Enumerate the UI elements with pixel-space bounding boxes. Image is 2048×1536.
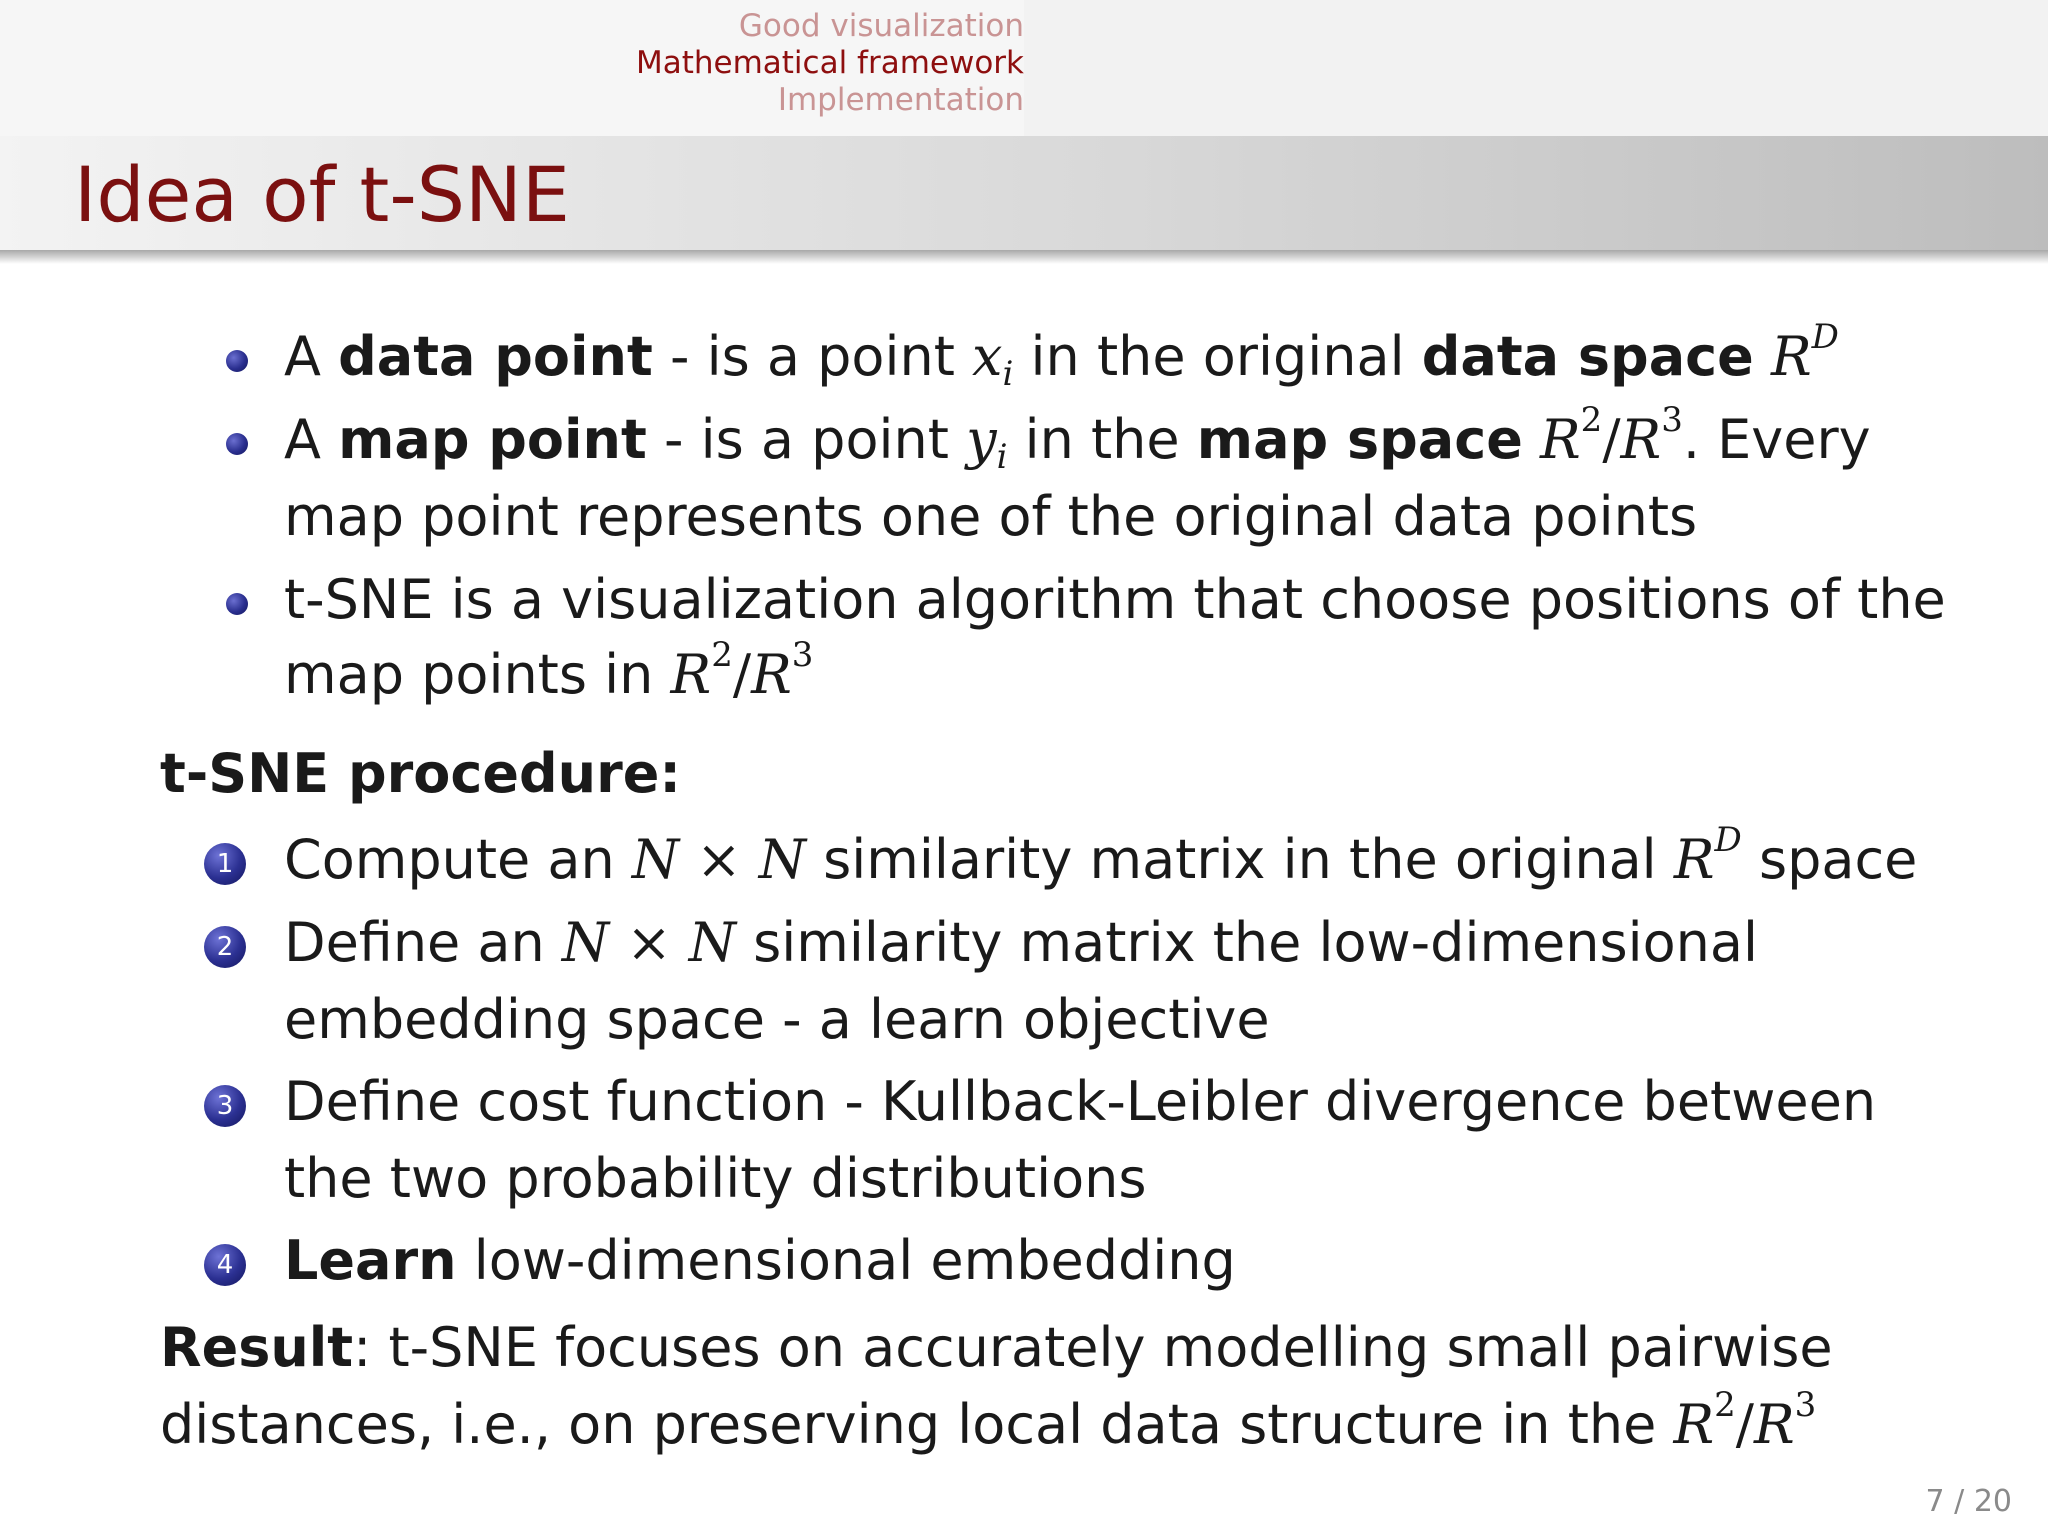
bullet-marker: [226, 350, 248, 372]
page-title: Idea of t-SNE: [74, 150, 570, 239]
math-R: R: [1620, 408, 1662, 471]
math-x: x: [972, 325, 1003, 388]
math-N: N: [631, 828, 680, 891]
procedure-item-2-line2: embedding space - a learn objective: [284, 988, 1270, 1051]
text: : t-SNE focuses on accurately modelling small pairwise: [353, 1316, 1833, 1379]
term-data-space: data space: [1421, 325, 1754, 388]
term-learn: Learn: [284, 1229, 457, 1292]
page-number: 7 / 20: [1925, 1484, 2012, 1519]
nav-item-good-visualization[interactable]: Good visualization: [738, 8, 1024, 44]
term-map-point: map point: [338, 408, 647, 471]
bullet-marker: [226, 433, 248, 455]
bullet-tsne-line1: t-SNE is a visualization algorithm that choose positions of the: [284, 568, 1946, 631]
text: . Every: [1682, 408, 1871, 471]
math-superscript: 3: [791, 635, 814, 675]
enum-marker-2: 2: [204, 926, 246, 968]
text: A: [284, 408, 339, 471]
bullet-tsne-line2: [284, 635, 814, 707]
math-superscript: 3: [1661, 400, 1683, 440]
math-times: ×: [679, 828, 759, 891]
procedure-item-2: [284, 911, 1758, 975]
text: similarity matrix in the original: [805, 828, 1674, 891]
math-slash: /: [732, 643, 752, 706]
math-superscript: 2: [1714, 1385, 1736, 1425]
text: in the original: [1013, 325, 1422, 388]
bullet-data-point: [284, 317, 1839, 394]
math-N: N: [758, 828, 806, 891]
math-superscript: D: [1811, 317, 1839, 357]
text: Compute an: [284, 828, 632, 891]
math-R: R: [1754, 1393, 1795, 1456]
enum-marker-3: 3: [204, 1085, 246, 1127]
procedure-item-1: [284, 820, 1918, 892]
text: [1523, 408, 1540, 471]
math-subscript: i: [996, 437, 1008, 477]
text: distances, i.e., on preserving local data structure in the: [160, 1393, 1674, 1456]
title-bar-shadow: [0, 250, 2048, 264]
math-R: R: [1673, 1393, 1715, 1456]
text: Define an: [284, 911, 562, 974]
text: space: [1741, 828, 1918, 891]
term-result: Result: [160, 1316, 354, 1379]
math-superscript: 3: [1794, 1385, 1817, 1425]
nav-item-mathematical-framework[interactable]: Mathematical framework: [635, 45, 1024, 81]
bullet-marker: [226, 593, 248, 615]
math-y: y: [966, 408, 997, 471]
procedure-item-3: Define cost function - Kullback-Leibler divergence between: [284, 1070, 1877, 1133]
term-map-space: map space: [1196, 408, 1523, 471]
math-N: N: [688, 911, 736, 974]
term-data-point: data point: [338, 325, 653, 388]
math-slash: /: [1735, 1393, 1754, 1456]
result-line2: [160, 1385, 1817, 1457]
math-N: N: [561, 911, 610, 974]
text: map points in: [284, 643, 671, 706]
text: A: [284, 325, 339, 388]
math-R: R: [751, 643, 792, 706]
math-superscript: D: [1714, 820, 1742, 860]
text: in the: [1007, 408, 1197, 471]
nav-item-implementation[interactable]: Implementation: [777, 82, 1024, 118]
math-superscript: 2: [711, 635, 733, 675]
procedure-heading: t-SNE procedure:: [160, 742, 681, 805]
bullet-map-point-line2: map point represents one of the original data points: [284, 485, 1698, 548]
math-R: R: [1770, 325, 1812, 388]
enum-marker-4: 4: [204, 1244, 246, 1286]
math-R: R: [1540, 408, 1581, 471]
math-R: R: [1673, 828, 1715, 891]
section-navigation: [636, 8, 1024, 119]
text: [1754, 325, 1771, 388]
math-slash: /: [1602, 408, 1621, 471]
text: similarity matrix the low-dimensional: [736, 911, 1758, 974]
math-R: R: [670, 643, 712, 706]
math-times: ×: [609, 911, 689, 974]
enum-marker-1: 1: [204, 843, 246, 885]
procedure-item-3-line2: the two probability distributions: [284, 1147, 1147, 1210]
procedure-item-4: [284, 1229, 1236, 1293]
math-subscript: i: [1002, 354, 1014, 394]
text: - is a point: [646, 408, 967, 471]
text: low-dimensional embedding: [456, 1229, 1236, 1292]
math-superscript: 2: [1580, 400, 1603, 440]
result-line1: [160, 1316, 1833, 1380]
text: - is a point: [652, 325, 973, 388]
bullet-map-point: [284, 400, 1871, 477]
